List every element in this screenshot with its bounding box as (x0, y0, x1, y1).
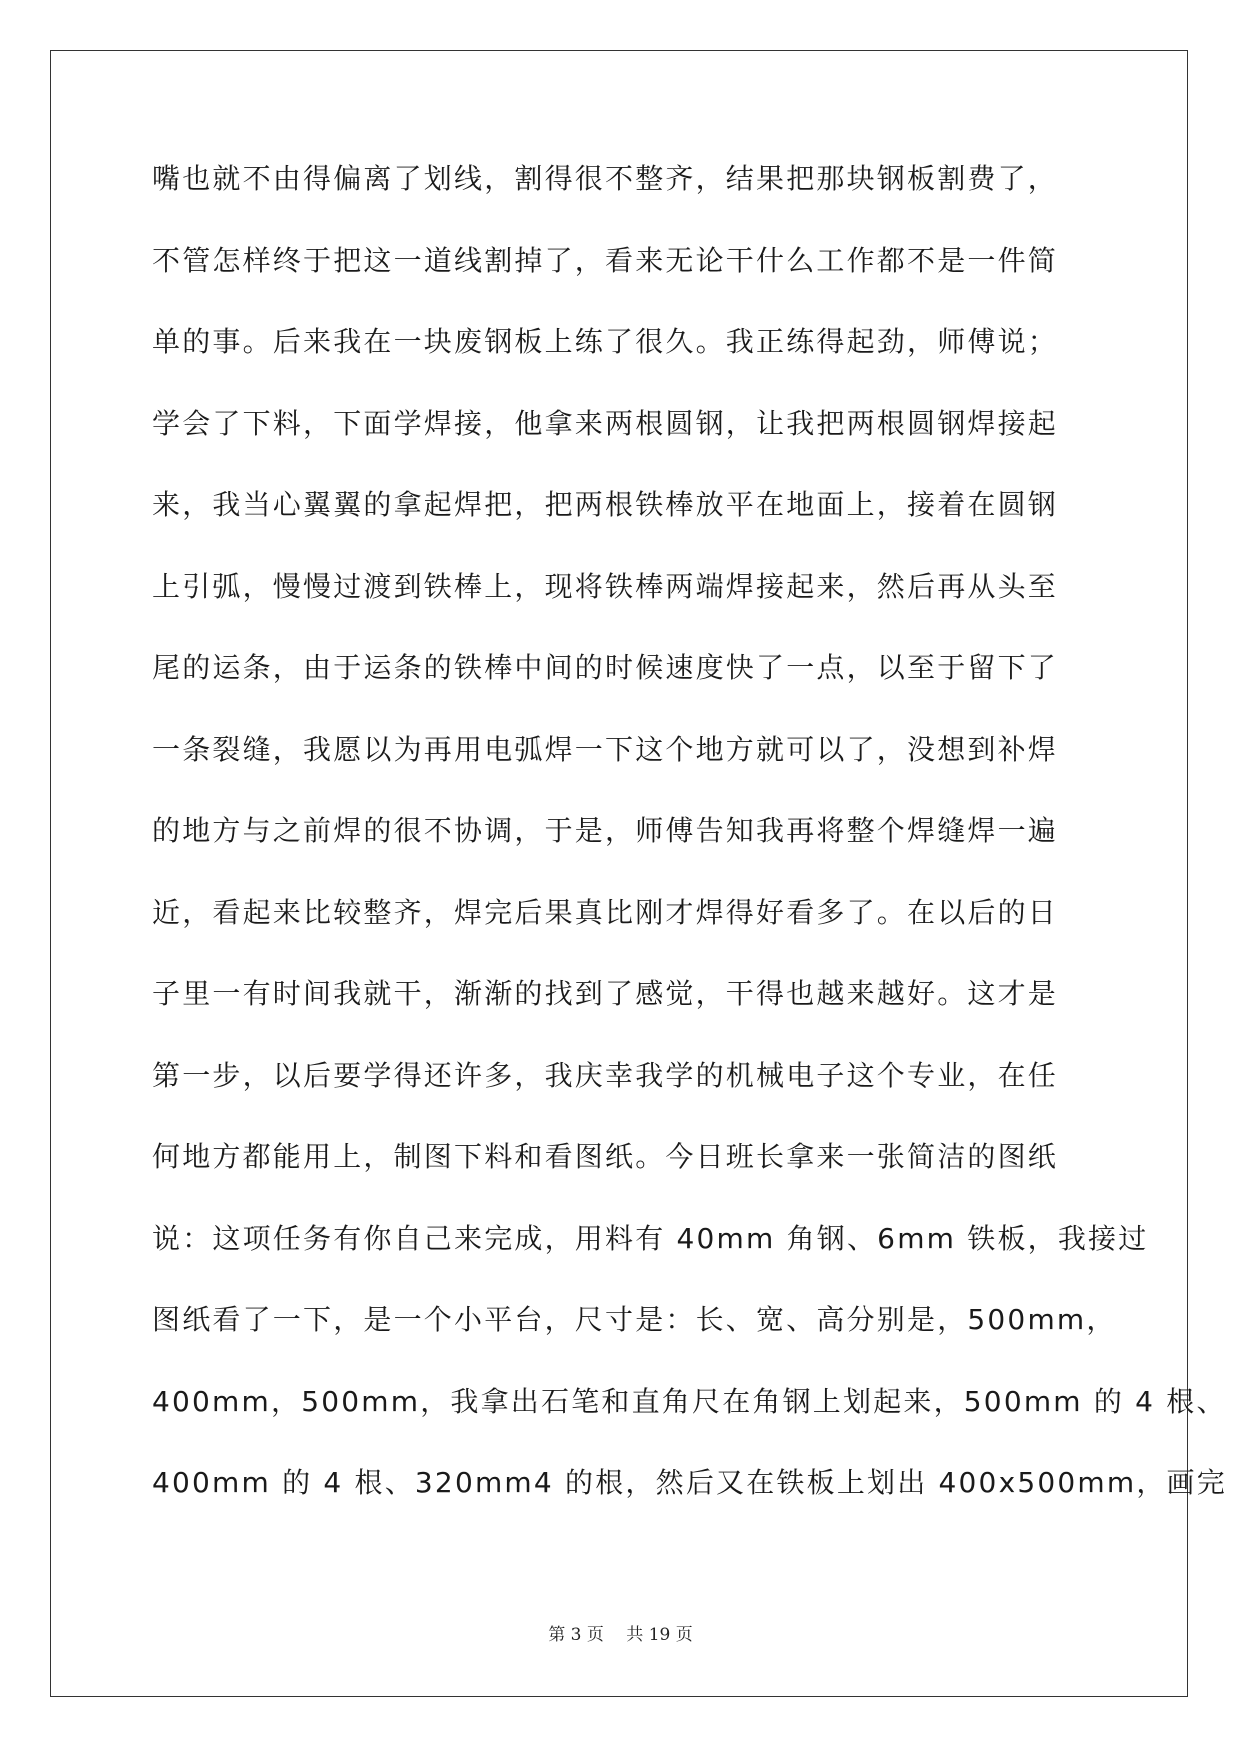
text-line-5: 来，我当心翼翼的拿起焊把，把两根铁棒放平在地面上，接着在圆钢 (152, 488, 1059, 521)
text-line-4: 学会了下料，下面学焊接，他拿来两根圆钢，让我把两根圆钢焊接起 (152, 406, 1059, 440)
text-line-6: 上引弧，慢慢过渡到铁棒上，现将铁棒两端焊接起来，然后再从头至 (152, 569, 1059, 603)
text-line-14: 说：这项任务有你自己来完成，用料有 40mm 角钢、6mm 铁板，我接过 (152, 1221, 1149, 1255)
text-line-16: 400mm，500mm，我拿出石笔和直角尺在角钢上划起来，500mm 的 4 根、 (152, 1384, 1227, 1418)
text-line-17: 400mm 的 4 根、320mm4 的根，然后又在铁板上划出 400x500mm，画完 (152, 1466, 1227, 1499)
text-line-13: 何地方都能用上，制图下料和看图纸。今日班长拿来一张简洁的图纸 (152, 1140, 1059, 1173)
text-line-1: 嘴也就不由得偏离了划线，割得很不整齐，结果把那块钢板割费了， (152, 162, 1059, 195)
text-line-15: 图纸看了一下，是一个小平台，尺寸是：长、宽、高分别是，500mm， (152, 1303, 1117, 1336)
text-line-3: 单的事。后来我在一块废钢板上练了很久。我正练得起劲，师傅说； (152, 325, 1059, 358)
text-line-8: 一条裂缝，我愿以为再用电弧焊一下这个地方就可以了，没想到补焊 (152, 732, 1059, 766)
text-line-2: 不管怎样终于把这一道线割掉了，看来无论干什么工作都不是一件简 (152, 243, 1059, 277)
text-line-10: 近，看起来比较整齐，焊完后果真比刚才焊得好看多了。在以后的日 (152, 895, 1059, 929)
text-line-12: 第一步，以后要学得还许多，我庆幸我学的机械电子这个专业，在任 (152, 1058, 1059, 1092)
text-line-11: 子里一有时间我就干，渐渐的找到了感觉，干得也越来越好。这才是 (152, 977, 1059, 1010)
text-line-9: 的地方与之前焊的很不协调，于是，师傅告知我再将整个焊缝焊一遍 (152, 814, 1059, 847)
text-line-7: 尾的运条，由于运条的铁棒中间的时候速度快了一点，以至于留下了 (152, 651, 1059, 684)
page-number-footer: 第 3 页 共 19 页 (548, 1625, 693, 1645)
body-text (152, 162, 1227, 1548)
